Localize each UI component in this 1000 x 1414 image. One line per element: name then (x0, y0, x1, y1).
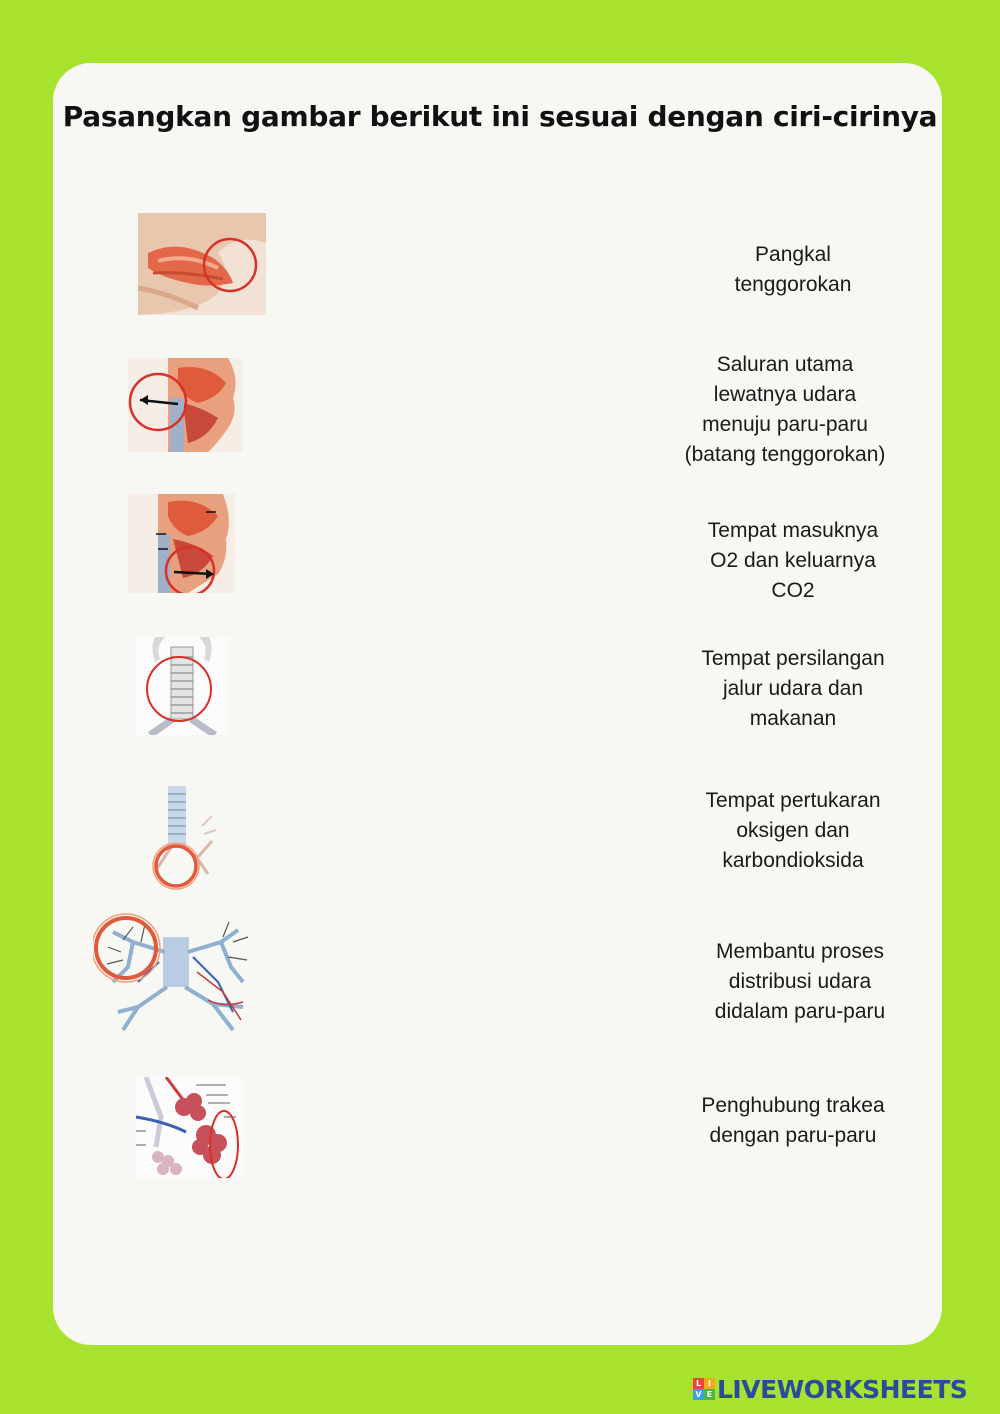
description-3[interactable]: Tempat masuknya O2 dan keluarnya CO2 (707, 519, 879, 602)
bronchus-icon[interactable] (142, 786, 220, 890)
description-1[interactable]: Pangkal tenggorokan (734, 243, 852, 296)
larynx-cross-section-icon[interactable] (128, 494, 235, 593)
pharynx-cross-section-icon[interactable] (128, 358, 242, 452)
trachea-icon[interactable] (135, 637, 229, 735)
nose-cross-section-icon[interactable] (138, 213, 266, 315)
bronchiole-icon[interactable] (93, 912, 252, 1036)
description-2[interactable]: Saluran utama lewatnya udara menuju paru-paru (batang tenggorokan) (684, 353, 886, 466)
description-5[interactable]: Tempat pertukaran oksigen dan karbondioksida (705, 789, 881, 872)
brand-name: LIVEWORKSHEETS (717, 1374, 968, 1404)
description-6[interactable]: Membantu proses distribusi udara didalam paru-paru (714, 940, 886, 1023)
liveworksheets-mark-icon: L I V E (693, 1378, 715, 1400)
alveoli-icon[interactable] (136, 1077, 243, 1178)
worksheet-title: Pasangkan gambar berikut ini sesuai dengan ciri-cirinya (62, 100, 938, 133)
description-4[interactable]: Tempat persilangan jalur udara dan makanan (701, 647, 885, 730)
liveworksheets-logo[interactable] (693, 1374, 967, 1404)
description-7[interactable]: Penghubung trakea dengan paru-paru (701, 1094, 885, 1147)
